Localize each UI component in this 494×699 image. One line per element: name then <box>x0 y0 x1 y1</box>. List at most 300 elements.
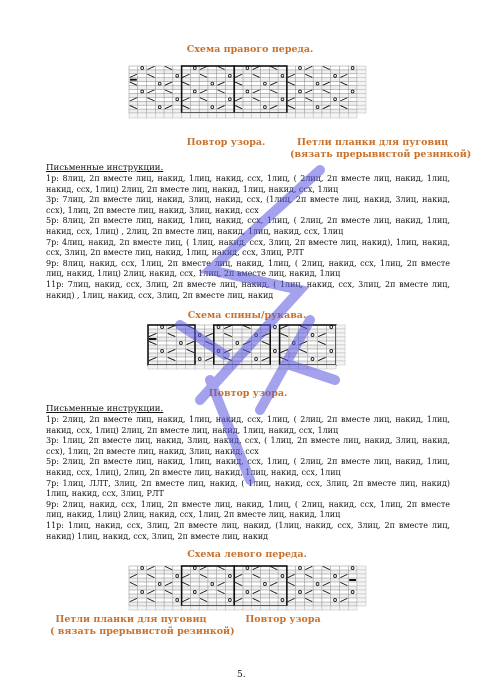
chart-stitch-number-cell <box>173 606 182 610</box>
ssk-left-slant-icon <box>235 82 242 85</box>
yarn-over-circle-icon <box>334 74 337 77</box>
chart-row-number-cell <box>357 586 366 590</box>
ssk-left-slant-icon <box>235 106 242 109</box>
chart-stitch-number-cell <box>261 606 270 610</box>
ssk-left-slant-icon <box>288 582 295 585</box>
ssk-left-slant-icon <box>200 574 207 577</box>
k2tog-right-slant-icon <box>305 90 312 93</box>
yarn-over-circle-icon <box>141 90 144 93</box>
chart-stitch-number-cell <box>251 365 260 369</box>
k2tog-right-slant-icon <box>318 333 326 336</box>
k2tog-right-slant-icon <box>305 66 312 69</box>
k2tog-right-slant-icon <box>262 333 270 336</box>
chart-stitch-number-cell <box>225 606 234 610</box>
left-front-chart-svg <box>127 563 367 611</box>
yarn-over-circle-icon <box>273 350 276 353</box>
ssk-left-slant-icon <box>270 66 277 69</box>
right-front-title: Схема правого переда. <box>186 44 314 55</box>
chart-stitch-number-cell <box>242 365 251 369</box>
chart-row-number-cell <box>357 86 366 90</box>
chart-row-number-cell <box>336 341 345 345</box>
ssk-left-slant-icon <box>218 90 225 93</box>
chart-stitch-number-cell <box>223 365 232 369</box>
yarn-over-circle-icon <box>334 98 337 101</box>
yarn-over-circle-icon <box>264 106 267 109</box>
chart-stitch-number-cell <box>147 606 156 610</box>
k2tog-right-slant-icon <box>200 566 207 569</box>
ssk-left-slant-icon <box>200 74 207 77</box>
chart-stitch-number-cell <box>129 113 138 118</box>
yarn-over-circle-icon <box>299 67 302 70</box>
chart-row-number-cell <box>357 70 366 74</box>
k2tog-right-slant-icon <box>253 566 260 569</box>
yarn-over-circle-icon <box>236 342 239 345</box>
yarn-over-circle-icon <box>330 326 333 329</box>
instruction-row: 11р: 1лиц, накид, ссх, 3лиц, 2п вместе лиц, накид, (1лиц, накид, ссх, 3лиц, 2п вместе лиц, накид) 1лиц, накид, ссх, 3лиц, 2п вместе лиц, накид <box>46 520 450 541</box>
k2tog-right-slant-icon <box>168 325 176 328</box>
ssk-left-slant-icon <box>243 325 251 328</box>
k2tog-right-slant-icon <box>323 82 330 85</box>
bobble-square-icon <box>349 579 356 581</box>
yarn-over-circle-icon <box>255 334 258 337</box>
chart-stitch-number-cell <box>233 365 242 369</box>
k2tog-right-slant-icon <box>262 357 270 360</box>
yarn-over-circle-icon <box>198 358 201 361</box>
k2tog-right-slant-icon <box>323 582 330 585</box>
back-sleeve-repeat-caption: Повтор узора. <box>208 388 288 399</box>
chart-row-number-cell <box>336 345 345 349</box>
ssk-left-slant-icon <box>288 106 295 109</box>
back-sleeve-chart <box>146 322 346 370</box>
ssk-left-slant-icon <box>299 325 307 328</box>
ssk-left-slant-icon <box>253 598 260 601</box>
chart-stitch-number-cell <box>278 606 287 610</box>
ssk-left-slant-icon <box>235 582 242 585</box>
ssk-left-slant-icon <box>323 90 330 93</box>
chart-stitch-number-cell <box>289 365 298 369</box>
yarn-over-circle-icon <box>198 334 201 337</box>
ssk-left-slant-icon <box>182 582 189 585</box>
k2tog-right-slant-icon <box>235 98 242 101</box>
k2tog-right-slant-icon <box>218 106 225 109</box>
ssk-left-slant-icon <box>281 357 289 360</box>
yarn-over-circle-icon <box>299 591 302 594</box>
back-sleeve-chart-svg <box>146 322 346 370</box>
k2tog-right-slant-icon <box>253 590 260 593</box>
k2tog-right-slant-icon <box>235 574 242 577</box>
ssk-left-slant-icon <box>270 590 277 593</box>
yarn-over-circle-icon <box>176 74 179 77</box>
ssk-left-slant-icon <box>253 574 260 577</box>
chart-stitch-number-cell <box>261 113 270 118</box>
k2tog-right-slant-icon <box>165 82 172 85</box>
chart-stitch-number-cell <box>234 113 243 118</box>
chart-row-number-cell <box>357 582 366 586</box>
k2tog-right-slant-icon <box>200 590 207 593</box>
instruction-row: 11р: 7лиц, накид, ссх, 3лиц, 2п вместе лиц, накид, ( 1лиц, накид, ссх, 3лиц, 2п вместе лиц, накид) , 1лиц, накид, ссх, 3лиц, 2п вместе лиц, накид <box>46 279 450 300</box>
chart-row-number-cell <box>357 82 366 86</box>
ssk-left-slant-icon <box>147 74 154 77</box>
left-front-chart <box>127 563 367 611</box>
k2tog-right-slant-icon <box>200 90 207 93</box>
chart-stitch-number-cell <box>157 365 166 369</box>
chart-stitch-number-cell <box>147 113 156 118</box>
yarn-over-circle-icon <box>141 567 144 570</box>
k2tog-right-slant-icon <box>340 98 347 101</box>
chart-stitch-number-cell <box>280 365 289 369</box>
yarn-over-circle-icon <box>158 106 161 109</box>
ssk-left-slant-icon <box>168 357 176 360</box>
k2tog-right-slant-icon <box>130 98 137 101</box>
chart-row-number-cell <box>357 598 366 602</box>
yarn-over-circle-icon <box>161 350 164 353</box>
chart-stitch-number-cell <box>164 606 173 610</box>
yarn-over-circle-icon <box>158 583 161 586</box>
bobble-square-icon <box>130 79 137 81</box>
chart-stitch-number-cell <box>176 365 185 369</box>
left-front-title: Схема левого переда. <box>187 549 307 560</box>
yarn-over-circle-icon <box>246 67 249 70</box>
chart-stitch-number-cell <box>304 113 313 118</box>
chart-row-number-cell <box>357 90 366 94</box>
ssk-left-slant-icon <box>224 333 232 336</box>
yarn-over-circle-icon <box>299 90 302 93</box>
k2tog-right-slant-icon <box>270 106 277 109</box>
k2tog-right-slant-icon <box>253 90 260 93</box>
chart-stitch-number-cell <box>270 365 279 369</box>
k2tog-right-slant-icon <box>130 574 137 577</box>
k2tog-right-slant-icon <box>149 333 157 336</box>
ssk-left-slant-icon <box>253 74 260 77</box>
yarn-over-circle-icon <box>228 599 231 602</box>
chart-stitch-number-cell <box>296 113 305 118</box>
chart-stitch-number-cell <box>208 113 217 118</box>
chart-stitch-number-cell <box>217 606 226 610</box>
left-front-buttonhole-caption-2: ( вязать прерывистой резинкой) <box>50 626 235 637</box>
k2tog-right-slant-icon <box>182 574 189 577</box>
yarn-over-circle-icon <box>217 350 220 353</box>
ssk-left-slant-icon <box>318 341 326 344</box>
k2tog-right-slant-icon <box>182 74 189 77</box>
chart-stitch-number-cell <box>234 606 243 610</box>
yarn-over-circle-icon <box>334 599 337 602</box>
k2tog-right-slant-icon <box>147 566 154 569</box>
chart-stitch-number-cell <box>348 113 357 118</box>
ssk-left-slant-icon <box>205 341 213 344</box>
chart-row-number-cell <box>336 337 345 341</box>
yarn-over-circle-icon <box>211 583 214 586</box>
ssk-left-slant-icon <box>149 341 157 344</box>
instruction-row: 5р: 2лиц, 2п вместе лиц, накид, 1лиц, накид, ссх, 1лиц, ( 2лиц, 2п вместе лиц, накид, 1лиц, накид, ссх, 1лиц), 2лиц, 2п вместе лиц, накид, 1лиц, накид, ссх, 1лиц <box>46 457 450 477</box>
yarn-over-circle-icon <box>246 90 249 93</box>
chart-stitch-number-cell <box>225 113 234 118</box>
chart-row-number-cell <box>336 329 345 333</box>
bobble-square-icon <box>149 338 156 340</box>
chart-stitch-number-cell <box>199 606 208 610</box>
yarn-over-circle-icon <box>299 567 302 570</box>
chart-row-number-cell <box>357 109 366 113</box>
k2tog-right-slant-icon <box>130 598 137 601</box>
chart-stitch-number-cell <box>278 113 287 118</box>
yarn-over-circle-icon <box>193 67 196 70</box>
chart-stitch-number-cell <box>348 606 357 610</box>
ssk-left-slant-icon <box>305 598 312 601</box>
instruction-row: 3р: 7лиц, 2п вместе лиц, накид, 3лиц, накид, ссх, (1лиц, 2п вместе лиц, накид, 3лиц, накид, ссх), 1лиц, 2п вместе лиц, накид, 3лиц, накид, ссх <box>46 195 450 215</box>
chart-stitch-number-cell <box>208 606 217 610</box>
chart-row-number-cell <box>357 570 366 574</box>
ssk-left-slant-icon <box>305 74 312 77</box>
k2tog-right-slant-icon <box>305 590 312 593</box>
chart-row-number-cell <box>357 578 366 582</box>
yarn-over-circle-icon <box>351 67 354 70</box>
k2tog-right-slant-icon <box>147 590 154 593</box>
yarn-over-circle-icon <box>316 583 319 586</box>
chart-stitch-number-cell <box>138 606 147 610</box>
ssk-left-slant-icon <box>165 566 172 569</box>
k2tog-right-slant-icon <box>235 74 242 77</box>
ssk-left-slant-icon <box>299 349 307 352</box>
right-front-chart <box>127 62 367 119</box>
yarn-over-circle-icon <box>176 98 179 101</box>
chart-stitch-number-cell <box>217 113 226 118</box>
k2tog-right-slant-icon <box>253 66 260 69</box>
chart-stitch-number-cell <box>199 113 208 118</box>
k2tog-right-slant-icon <box>205 357 213 360</box>
chart-stitch-number-cell <box>182 606 191 610</box>
yarn-over-circle-icon <box>263 583 266 586</box>
left-front-repeat-caption: Повтор узора <box>245 614 321 625</box>
right-front-buttonhole-caption-1: Петли планки для пуговиц <box>297 137 449 148</box>
chart-row-number-cell <box>336 325 345 329</box>
ssk-left-slant-icon <box>187 325 195 328</box>
yarn-over-circle-icon <box>228 74 231 77</box>
ssk-left-slant-icon <box>218 590 225 593</box>
instruction-row: 1р: 2лиц, 2п вместе лиц, накид, 1лиц, накид, ссх, 1лиц, ( 2лиц, 2п вместе лиц, накид, 1лиц, накид, ссх, 1лиц) 2лиц, 2п вместе лиц, накид, 1лиц, накид, ссх, 1лиц <box>46 415 450 435</box>
yarn-over-circle-icon <box>351 567 354 570</box>
k2tog-right-slant-icon <box>288 598 295 601</box>
chart-row-number-cell <box>336 361 345 365</box>
ssk-left-slant-icon <box>200 98 207 101</box>
yarn-over-circle-icon <box>334 575 337 578</box>
chart-stitch-number-cell <box>155 113 164 118</box>
chart-row-number-cell <box>357 101 366 105</box>
chart-stitch-number-cell <box>214 365 223 369</box>
chart-stitch-number-cell <box>204 365 213 369</box>
yarn-over-circle-icon <box>281 599 284 602</box>
ssk-left-slant-icon <box>262 341 270 344</box>
chart-row-number-cell <box>357 97 366 101</box>
k2tog-right-slant-icon <box>224 325 232 328</box>
instruction-row: 7р: 1лиц, ЛЛТ, 3лиц, 2п вместе лиц, накид, ( 1лиц, накид, ссх, 3лиц, 2п вместе лиц, накид) 1лиц, накид, ссх, 3лиц, РЛТ <box>46 478 450 499</box>
yarn-over-circle-icon <box>211 82 214 85</box>
yarn-over-circle-icon <box>246 591 249 594</box>
k2tog-right-slant-icon <box>235 598 242 601</box>
chart-stitch-number-cell <box>252 606 261 610</box>
yarn-over-circle-icon <box>281 98 284 101</box>
yarn-over-circle-icon <box>255 358 258 361</box>
yarn-over-circle-icon <box>141 591 144 594</box>
yarn-over-circle-icon <box>316 82 319 85</box>
ssk-left-slant-icon <box>340 82 347 85</box>
chart-stitch-number-cell <box>339 113 348 118</box>
ssk-left-slant-icon <box>323 590 330 593</box>
ssk-left-slant-icon <box>182 106 189 109</box>
ssk-left-slant-icon <box>323 566 330 569</box>
chart-row-number-cell <box>357 93 366 97</box>
chart-stitch-number-cell <box>129 606 138 610</box>
chart-stitch-number-cell <box>327 365 336 369</box>
ssk-left-slant-icon <box>130 82 137 85</box>
ssk-left-slant-icon <box>130 582 137 585</box>
chart-stitch-number-cell <box>182 113 191 118</box>
page-number: 5. <box>237 670 246 680</box>
yarn-over-circle-icon <box>176 575 179 578</box>
ssk-left-slant-icon <box>305 574 312 577</box>
chart-stitch-number-cell <box>190 606 199 610</box>
ssk-left-slant-icon <box>218 66 225 69</box>
ssk-left-slant-icon <box>270 566 277 569</box>
instruction-row: 9р: 2лиц, накид, ссх, 1лиц, 2п вместе лиц, накид, 1лиц, ( 2лиц, накид, ссх, 1лиц, 2п вместе лиц, накид, 1лиц) 2лиц, накид, ссх, 1лиц, 2п вместе лиц, накид, 1лиц <box>46 499 450 520</box>
chart-row-number-cell <box>357 602 366 606</box>
ssk-left-slant-icon <box>168 333 176 336</box>
chart-stitch-number-cell <box>296 606 305 610</box>
chart-stitch-number-cell <box>304 606 313 610</box>
back-sleeve-instructions-heading: Письменные инструкции. <box>46 404 164 414</box>
k2tog-right-slant-icon <box>270 82 277 85</box>
k2tog-right-slant-icon <box>288 74 295 77</box>
ssk-left-slant-icon <box>147 598 154 601</box>
yarn-over-circle-icon <box>351 90 354 93</box>
chart-stitch-number-cell <box>243 113 252 118</box>
chart-stitch-number-cell <box>313 113 322 118</box>
chart-stitch-number-cell <box>298 365 307 369</box>
k2tog-right-slant-icon <box>243 341 251 344</box>
chart-row-number-cell <box>336 357 345 361</box>
chart-stitch-number-cell <box>164 113 173 118</box>
yarn-over-circle-icon <box>176 599 179 602</box>
ssk-left-slant-icon <box>147 98 154 101</box>
right-front-instructions-heading: Письменные инструкции. <box>46 163 164 173</box>
k2tog-right-slant-icon <box>165 582 172 585</box>
yarn-over-circle-icon <box>330 350 333 353</box>
chart-stitch-number-cell <box>339 606 348 610</box>
chart-stitch-number-cell <box>167 365 176 369</box>
ssk-left-slant-icon <box>305 98 312 101</box>
k2tog-right-slant-icon <box>288 98 295 101</box>
k2tog-right-slant-icon <box>182 98 189 101</box>
chart-stitch-number-cell <box>138 113 147 118</box>
chart-stitch-number-cell <box>287 113 296 118</box>
k2tog-right-slant-icon <box>165 106 172 109</box>
right-front-instructions <box>46 174 450 301</box>
k2tog-right-slant-icon <box>182 598 189 601</box>
yarn-over-circle-icon <box>193 567 196 570</box>
yarn-over-circle-icon <box>193 591 196 594</box>
yarn-over-circle-icon <box>264 82 267 85</box>
chart-stitch-number-cell <box>155 606 164 610</box>
ssk-left-slant-icon <box>165 66 172 69</box>
ssk-left-slant-icon <box>288 82 295 85</box>
chart-row-number-cell <box>357 66 366 70</box>
chart-stitch-number-cell <box>313 606 322 610</box>
k2tog-right-slant-icon <box>218 582 225 585</box>
instruction-row: 9р: 8лиц, накид, ссх, 1лиц, 2п вместе лиц, накид, 1лиц, ( 2лиц, накид, ссх, 1лиц, 2п вместе лиц, накид, 1лиц) 2лиц, накид, ссх, 1лиц, 2п вместе лиц, накид, 1лиц <box>46 258 450 279</box>
k2tog-right-slant-icon <box>147 66 154 69</box>
chart-stitch-number-cell <box>308 365 317 369</box>
ssk-left-slant-icon <box>243 349 251 352</box>
yarn-over-circle-icon <box>311 334 314 337</box>
instruction-row: 5р: 8лиц, 2п вместе лиц, накид, 1лиц, накид, ссх, 1лиц, ( 2лиц, 2п вместе лиц, накид, 1лиц, накид, ссх, 1лиц) , 2лиц, 2п вместе лиц, накид, 1лиц, накид, ссх, 1лиц <box>46 216 450 236</box>
chart-row-number-cell <box>357 78 366 82</box>
yarn-over-circle-icon <box>246 567 249 570</box>
yarn-over-circle-icon <box>228 98 231 101</box>
back-sleeve-instructions <box>46 415 450 542</box>
chart-row-number-cell <box>357 105 366 109</box>
k2tog-right-slant-icon <box>288 574 295 577</box>
chart-row-number-cell <box>357 590 366 594</box>
yarn-over-circle-icon <box>211 106 214 109</box>
chart-row-number-cell <box>336 333 345 337</box>
k2tog-right-slant-icon <box>224 349 232 352</box>
ssk-left-slant-icon <box>165 90 172 93</box>
chart-stitch-number-cell <box>252 113 261 118</box>
ssk-left-slant-icon <box>224 357 232 360</box>
yarn-over-circle-icon <box>311 358 314 361</box>
yarn-over-circle-icon <box>179 342 182 345</box>
k2tog-right-slant-icon <box>218 82 225 85</box>
chart-stitch-number-cell <box>269 113 278 118</box>
ssk-left-slant-icon <box>165 590 172 593</box>
k2tog-right-slant-icon <box>168 349 176 352</box>
ssk-left-slant-icon <box>253 98 260 101</box>
yarn-over-circle-icon <box>228 575 231 578</box>
right-front-chart-svg <box>127 62 367 119</box>
chart-stitch-number-cell <box>190 113 199 118</box>
yarn-over-circle-icon <box>316 106 319 109</box>
yarn-over-circle-icon <box>217 326 220 329</box>
yarn-over-circle-icon <box>351 591 354 594</box>
chart-row-number-cell <box>357 74 366 78</box>
ssk-left-slant-icon <box>130 106 137 109</box>
right-front-buttonhole-caption-2: (вязать прерывистой резинкой) <box>290 149 472 160</box>
yarn-over-circle-icon <box>158 82 161 85</box>
instruction-row: 3р: 1лиц, 2п вместе лиц, накид, 3лиц, накид, ссх, ( 1лиц, 2п вместе лиц, накид, 3лиц, накид, ссх), 1лиц, 2п вместе лиц, накид, 3лиц, накид, ссх <box>46 436 450 456</box>
ssk-left-slant-icon <box>270 90 277 93</box>
yarn-over-circle-icon <box>292 342 295 345</box>
ssk-left-slant-icon <box>200 598 207 601</box>
chart-stitch-number-cell <box>148 365 157 369</box>
k2tog-right-slant-icon <box>305 566 312 569</box>
chart-stitch-number-cell <box>317 365 326 369</box>
chart-stitch-number-cell <box>269 606 278 610</box>
ssk-left-slant-icon <box>340 582 347 585</box>
yarn-over-circle-icon <box>273 326 276 329</box>
k2tog-right-slant-icon <box>299 341 307 344</box>
k2tog-right-slant-icon <box>270 582 277 585</box>
chart-row-number-cell <box>357 574 366 578</box>
ssk-left-slant-icon <box>218 566 225 569</box>
k2tog-right-slant-icon <box>205 333 213 336</box>
k2tog-right-slant-icon <box>130 74 137 77</box>
k2tog-right-slant-icon <box>147 90 154 93</box>
k2tog-right-slant-icon <box>281 325 289 328</box>
yarn-over-circle-icon <box>141 67 144 70</box>
ssk-left-slant-icon <box>187 349 195 352</box>
yarn-over-circle-icon <box>161 326 164 329</box>
k2tog-right-slant-icon <box>340 598 347 601</box>
k2tog-right-slant-icon <box>323 106 330 109</box>
yarn-over-circle-icon <box>281 74 284 77</box>
